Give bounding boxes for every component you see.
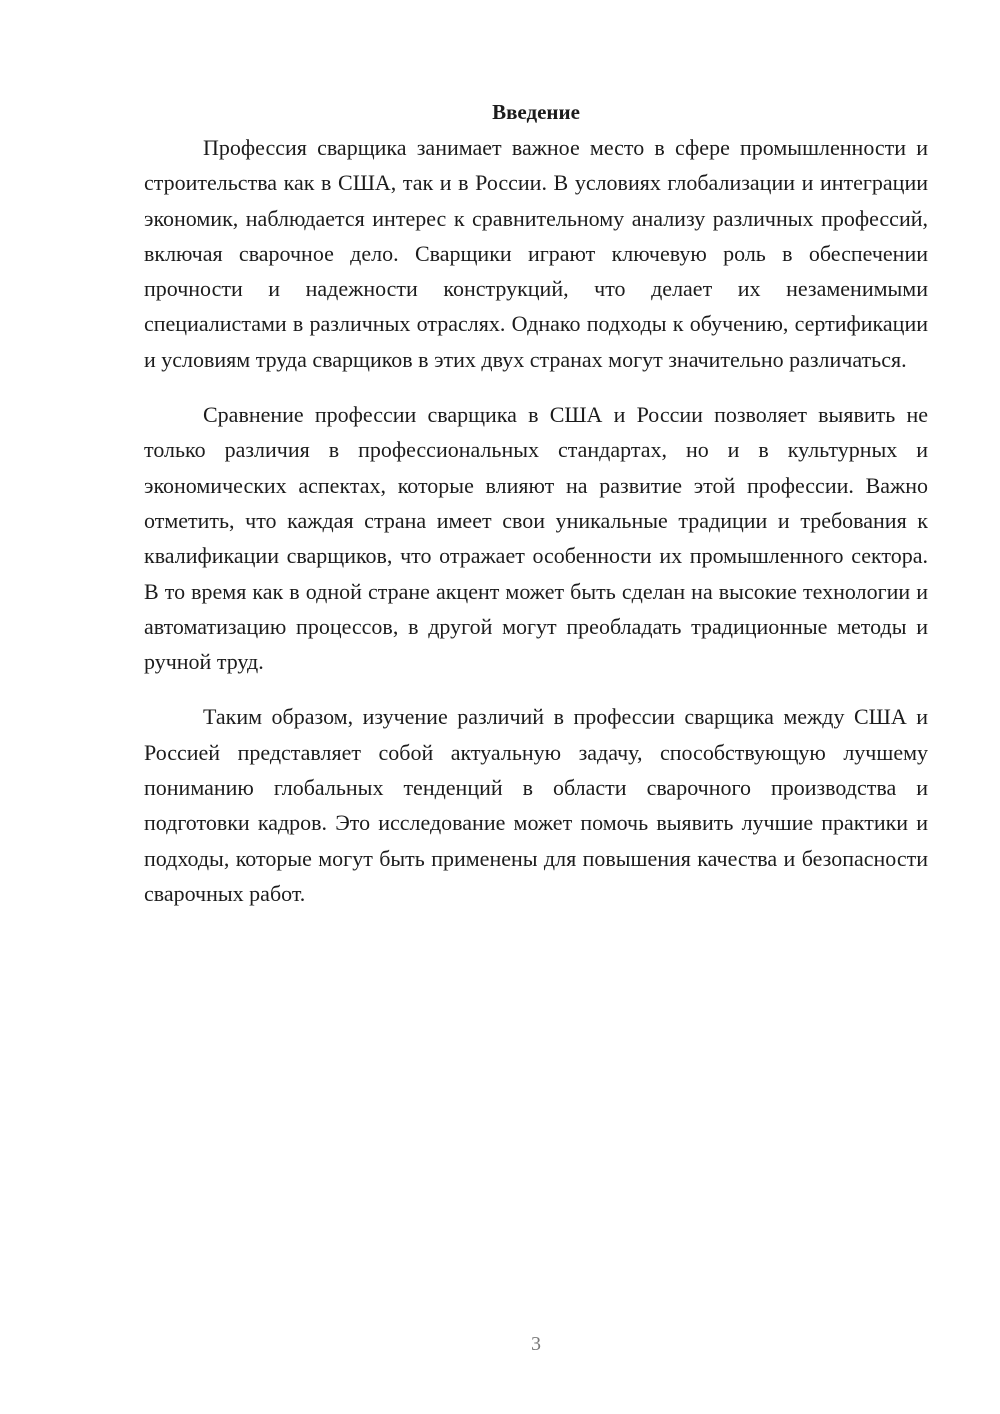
- section-heading: Введение: [492, 100, 580, 124]
- paragraph-2: Сравнение профессии сварщика в США и России позволяет выявить не только различия в профессиональных стандартах, но и в культурных и экономических аспектах, которые влияют на развитие этой профессии. Важно отметить, что каждая страна имеет свои уникальные традиции и требования к квалификации сварщиков, что отражает особенности их промышленного сектора. В то время как в одной стране акцент может быть сделан на высокие технологии и автоматизацию процессов, в другой могут преобладать традиционные методы и ручной труд.: [144, 402, 928, 675]
- page-content: [144, 95, 928, 911]
- paragraph-1: Профессия сварщика занимает важное место в сфере промышленности и строительства как в США, так и в России. В условиях глобализации и интеграции экономик, наблюдается интерес к сравнительному анализу различных профессий, включая сварочное дело. Сварщики играют ключевую роль в обеспечении прочности и надежности конструкций, что делает их незаменимыми специалистами в различных отраслях. Однако подходы к обучению, сертификации и условиям труда сварщиков в этих двух странах могут значительно различаться.: [144, 135, 928, 372]
- page-number: 3: [531, 1333, 541, 1355]
- paragraph-3: Таким образом, изучение различий в профессии сварщика между США и Россией представляет собой актуальную задачу, способствующую лучшему пониманию глобальных тенденций в области сварочного производства и подготовки кадров. Это исследование может помочь выявить лучшие практики и подходы, которые могут быть применены для повышения качества и безопасности сварочных работ.: [144, 704, 928, 906]
